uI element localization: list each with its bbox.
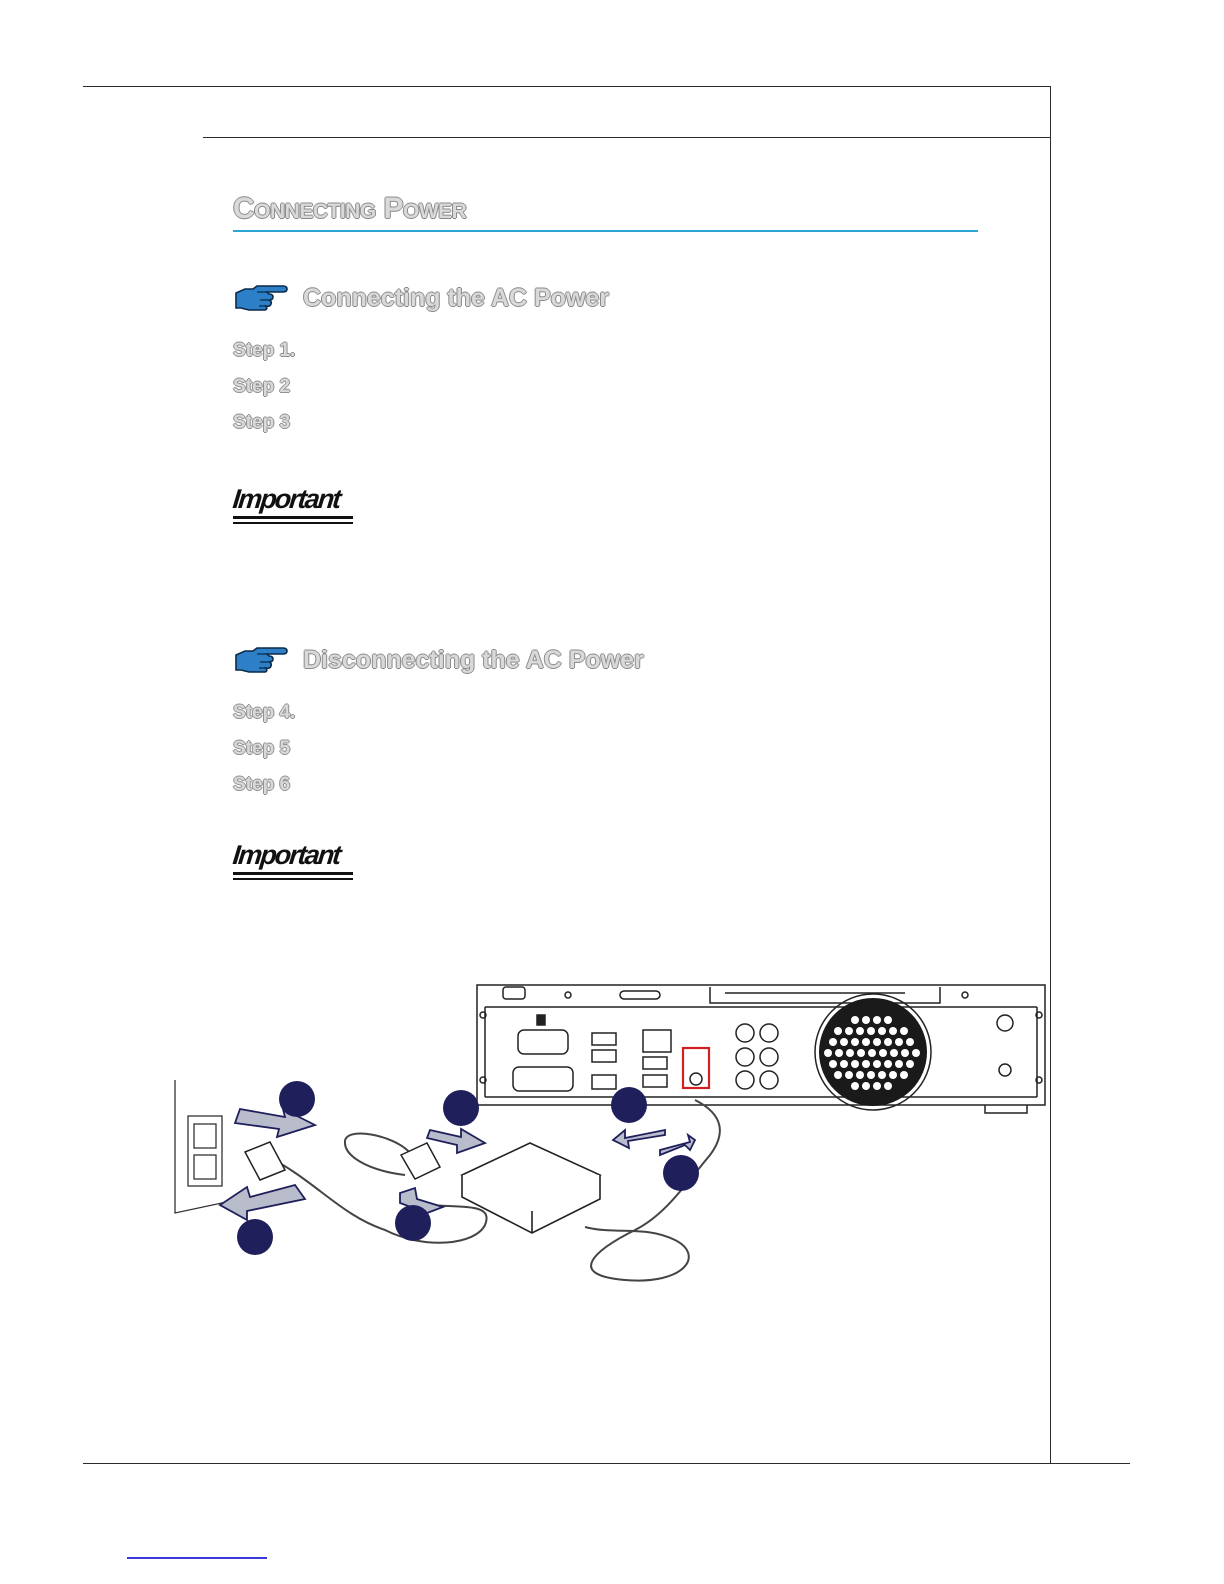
connect-heading [233,283,609,313]
right-margin-rule [1050,86,1051,1464]
step-2: Step 2 [233,376,291,397]
connect-heading-text: Connecting the AC Power [303,283,610,312]
step-1: Step 1. [233,340,296,361]
important-note-2 [233,840,353,880]
important-note-1 [233,484,353,524]
power-connection-illustration [165,975,1050,1285]
header-rule [203,137,1051,138]
step-4: Step 4. [233,702,296,723]
disconnect-heading-text: Disconnecting the AC Power [303,645,644,674]
footer-link-underline [127,1557,267,1559]
important-label: Important [231,484,342,514]
step-6: Step 6 [233,774,291,795]
top-rule [83,86,1051,87]
step-5: Step 5 [233,738,291,759]
bottom-rule [83,1463,1130,1464]
power-adapter-icon [462,1143,600,1233]
important-label: Important [231,840,342,870]
step-3: Step 3 [233,412,291,433]
power-plug-icon [245,1142,440,1180]
pointing-hand-icon [233,645,289,675]
section-title: Connecting Power [233,192,978,232]
step-markers [237,1081,699,1255]
pc-rear-panel [477,985,1045,1113]
pointing-hand-icon [233,283,289,313]
disconnect-heading [233,645,644,675]
